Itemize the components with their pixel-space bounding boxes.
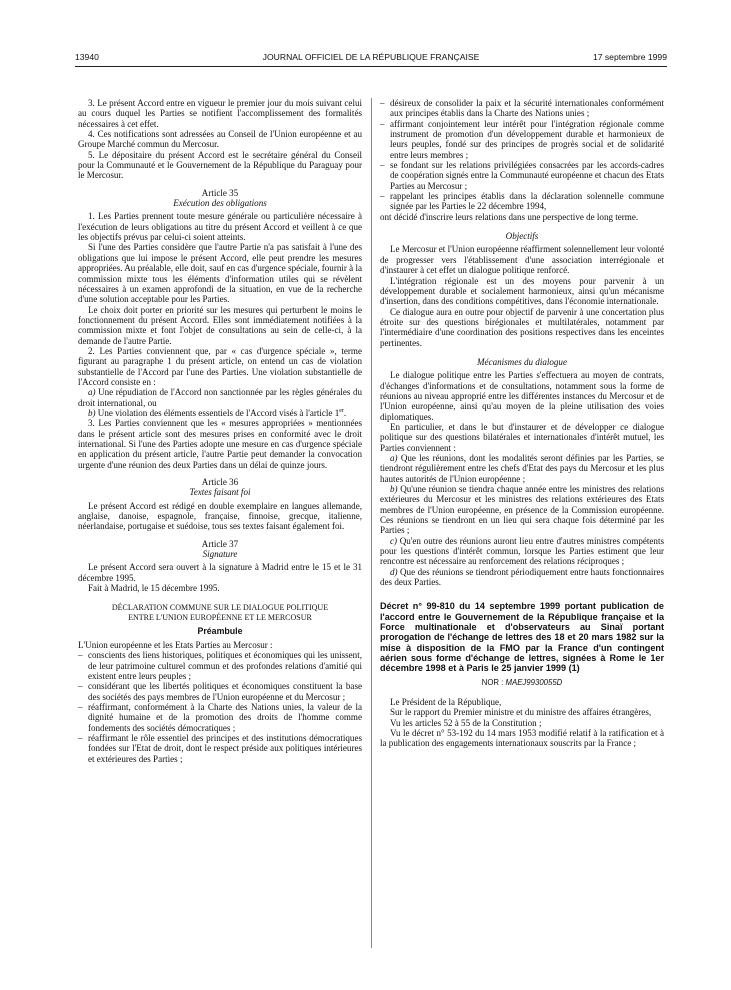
item-label: a) [88, 387, 96, 398]
list-item: – rappelant les principes établis dans la déclaration solennelle commune signée par les Parties le 22 décembre 1994, [380, 191, 664, 212]
item-text: Une violation des éléments essentiels de l'Accord visés à l'article 1 [95, 407, 340, 418]
paragraph: a) Que les réunions, dont les modalités seront définies par les Parties, se tiendront régulièrement entre les chefs d'Etat des pays du Mercosur et les plus hautes autorités de l'Union européenne ; [380, 453, 664, 484]
paragraph: Fait à Madrid, le 15 décembre 1995. [88, 583, 220, 594]
paragraph: Si l'une des Parties considère que l'autre Partie n'a pas satisfait à l'une des obligations que lui impose le présent Accord, elle peut prendre les mesures appropriées. Au préalable, elle doit, sauf en cas d'urgence spéciale, fournir à la commission mixte tous les éléments d'information utiles qui se révèlent nécessaires à un examen approfondi de la situation, en vue de la recherche d'une solution acceptable pour les Parties. [78, 242, 362, 305]
declaration-title-line-1: DÉCLARATION COMMUNE SUR LE DIALOGUE POLITIQUE [111, 603, 329, 613]
paragraph: ont décidé d'inscrire leurs relations dans une perspective de long terme. [380, 211, 639, 222]
paragraph: 1. Les Parties prennent toute mesure générale ou particulière nécessaire à l'exécution de leurs obligations au titre du présent Accord et veillent à ce que les objectifs prévus par celui-ci soient atteints. [78, 211, 362, 243]
mechanisms-title: Mécanismes du dialogue [477, 356, 567, 367]
article-36-subtitle: Textes faisant foi [189, 487, 251, 498]
paragraph: b) Qu'une réunion se tiendra chaque année entre les ministres des relations extérieures du Mercosur et les ministres des relations extérieures des Etats membres de l'Union européenne, en présence de la Commission européenne. Ces réunions se tiendront en un lieu qui sera chaque fois déterminé par les Parties ; [380, 484, 664, 536]
paragraph: c) Qu'en outre des réunions auront lieu entre d'autres ministres compétents pour les questions d'intérêt commun, lorsque les Parties estiment que leur rencontre est nécessaire au renforcement des relations réciproques ; [380, 535, 664, 567]
list-item: – réaffirmant, conformément à la Charte des Nations unies, la valeur de la dignité humaine et de la promotion des droits de l'homme comme fondements des sociétés démocratiques ; [78, 701, 362, 733]
issue-date: 17 septembre 1999 [592, 52, 667, 62]
column-divider [371, 98, 372, 948]
paragraph: Le Mercosur et l'Union européenne réaffirment solennellement leur volonté de progresser vers l'établissement d'une association interrégionale et d'instaurer à cet effet un dialogue politique renforcé. [380, 244, 664, 276]
page-header [75, 52, 667, 66]
objectives-title: Objectifs [505, 231, 539, 242]
paragraph: Le présent Accord sera ouvert à la signature à Madrid entre le 15 et le 31 décembre 1995. [78, 562, 362, 583]
left-column [78, 98, 362, 764]
paragraph: Le présent Accord est rédigé en double exemplaire en langues allemande, anglaise, danoise, espagnole, française, finnoise, grecque, italienne, néerlandaise, portugaise et suédoise, tous ses textes faisant également foi. [78, 500, 362, 532]
list-item: – désireux de consolider la paix et la sécurité internationales conformément aux principes établis dans la Charte des Nations unies ; [380, 98, 664, 119]
nor-reference: NOR : MAEJ9930055D [481, 677, 563, 687]
page-number: 13940 [75, 52, 99, 62]
paragraph: En particulier, et dans le but d'instaurer et de développer ce dialogue politique sur des questions bilatérales et internationales d'intérêt mutuel, les Parties conviennent : [380, 421, 664, 453]
article-35-subtitle: Exécution des obligations [173, 198, 267, 209]
right-column [380, 98, 664, 749]
preamble-title: Préambule [197, 626, 243, 637]
item-text-end: . [343, 407, 347, 418]
article-36-title: Article 36 [201, 477, 239, 488]
paragraph: L'intégration régionale est un des moyens pour parvenir à un développement durable et socialement harmonieux, ainsi qu'un mécanisme d'insertion, dans des conditions compétitives, dans l'économie internationale. [380, 275, 664, 307]
article-37-title: Article 37 [201, 538, 239, 549]
superscript: er [339, 407, 344, 414]
paragraph: 2. Les Parties conviennent que, par « cas d'urgence spéciale », terme figurant au paragraphe 1 du présent article, on entend un cas de violation substantielle de l'Accord par l'une des Parties. Une violation substantielle de l'Accord consiste en : [78, 345, 362, 387]
journal-title: JOURNAL OFFICIEL DE LA RÉPUBLIQUE FRANÇAISE [262, 52, 480, 62]
paragraph: L'Union européenne et les Etats Parties au Mercosur : [78, 639, 273, 650]
paragraph: Ce dialogue aura en outre pour objectif de parvenir à une concertation plus étroite sur des questions birégionales et multilatérales, notamment par l'intermédiaire d'une coordination des positions respectives dans les enceintes pertinentes. [380, 306, 664, 348]
paragraph: Le choix doit porter en priorité sur les mesures qui perturbent le moins le fonctionnement du présent Accord. Elles sont immédiatement notifiées à la commission mixte et font l'objet de consultations au sein de celle-ci, à la demande de l'autre Partie. [78, 304, 362, 346]
declaration-title-line-2: ENTRE L'UNION EUROPÉENNE ET LE MERCOSUR [128, 613, 312, 623]
paragraph: Vu le décret n° 53-192 du 14 mars 1953 modifié relatif à la ratification et à la publication des engagements internationaux souscrits par la France ; [380, 727, 664, 749]
paragraph: 3. Les Parties conviennent que les « mesures appropriées » mentionnées dans le présent article sont des mesures prises en conformité avec le droit international. Si l'une des Parties adopte une mesure en cas d'urgence spéciale en application du présent article, l'autre Partie peut demander la convocation urgente d'une réunion des deux Parties dans un délai de quinze jours. [78, 418, 362, 470]
preamble-list-continued [380, 98, 664, 212]
list-item: – affirmant conjointement leur intérêt pour l'intégration régionale comme instrument de promotion d'un développement durable et harmonieux de leurs peuples, fondé sur des principes de progrès social et de solidarité entre leurs membres ; [380, 118, 664, 160]
paragraph: Le dialogue politique entre les Parties s'effectuera au moyen de contrats, d'échanges d'informations et de consultations, notamment sous la forme de réunions au niveau approprié entre les différentes instances du Mercosur et de l'Union européenne, ainsi qu'au moyen de la pleine utilisation des voies diplomatiques. [380, 370, 664, 422]
list-item: – réaffirmant le rôle essentiel des principes et des institutions démocratiques fondées sur l'Etat de droit, dont le respect préside aux politiques intérieures et extérieures des Parties ; [78, 732, 362, 764]
paragraph: d) Que des réunions se tiendront périodiquement entre hauts fonctionnaires des deux Parties. [380, 566, 664, 588]
paragraph: Vu les articles 52 à 55 de la Constitution ; [390, 717, 542, 728]
article-35-title: Article 35 [201, 187, 239, 198]
paragraph [78, 387, 362, 408]
paragraph: Le Président de la République, [390, 696, 502, 707]
paragraph: 4. Ces notifications sont adressées au Conseil de l'Union européenne et au Groupe Marché commun du Mercosur. [78, 129, 362, 150]
paragraph [78, 408, 362, 418]
preamble-list [78, 650, 362, 764]
paragraph: 3. Le présent Accord entre en vigueur le premier jour du mois suivant celui au cours duquel les Parties se notifient l'accomplissement des formalités nécessaires à cet effet. [78, 98, 362, 129]
list-item: – conscients des liens historiques, politiques et économiques qui les unissent, de leur patrimoine culturel commun et des profondes relations d'amitié qui existent entre leurs peuples ; [78, 650, 362, 681]
item-text: Une répudiation de l'Accord non sanctionnée par les règles générales du droit international, ou [78, 387, 362, 408]
item-label: b) [88, 407, 96, 418]
paragraph: Sur le rapport du Premier ministre et du ministre des affaires étrangères, [390, 707, 652, 718]
list-item: – considérant que les libertés politiques et économiques constituent la base des sociétés des pays membres de l'Union européenne et du Mercosur ; [78, 681, 362, 702]
article-37-subtitle: Signature [202, 549, 238, 560]
header-rule [75, 66, 667, 67]
list-item: – se fondant sur les relations privilégiées consacrées par les accords-cadres de coopération signés entre la Communauté européenne et chacun des Etats Parties au Mercosur ; [380, 160, 664, 191]
paragraph: 5. Le dépositaire du présent Accord est le secrétaire général du Conseil pour la Communauté et le Gouvernement de la République du Paraguay pour le Mercosur. [78, 149, 362, 181]
decree-title: Décret n° 99-810 du 14 septembre 1999 portant publication de l'accord entre le Gouvernement de la République française et la Force multinationale et d'observateurs au Sinaï portant prorogation de l'échange de lettres des 18 et 20 mars 1982 sur la mise à disposition de la FMO par la France d'un contingent aérien sous forme d'échange de lettres, signées à Rome le 1er décembre 1998 et à Paris le 25 janvier 1999 (1) [380, 601, 664, 674]
